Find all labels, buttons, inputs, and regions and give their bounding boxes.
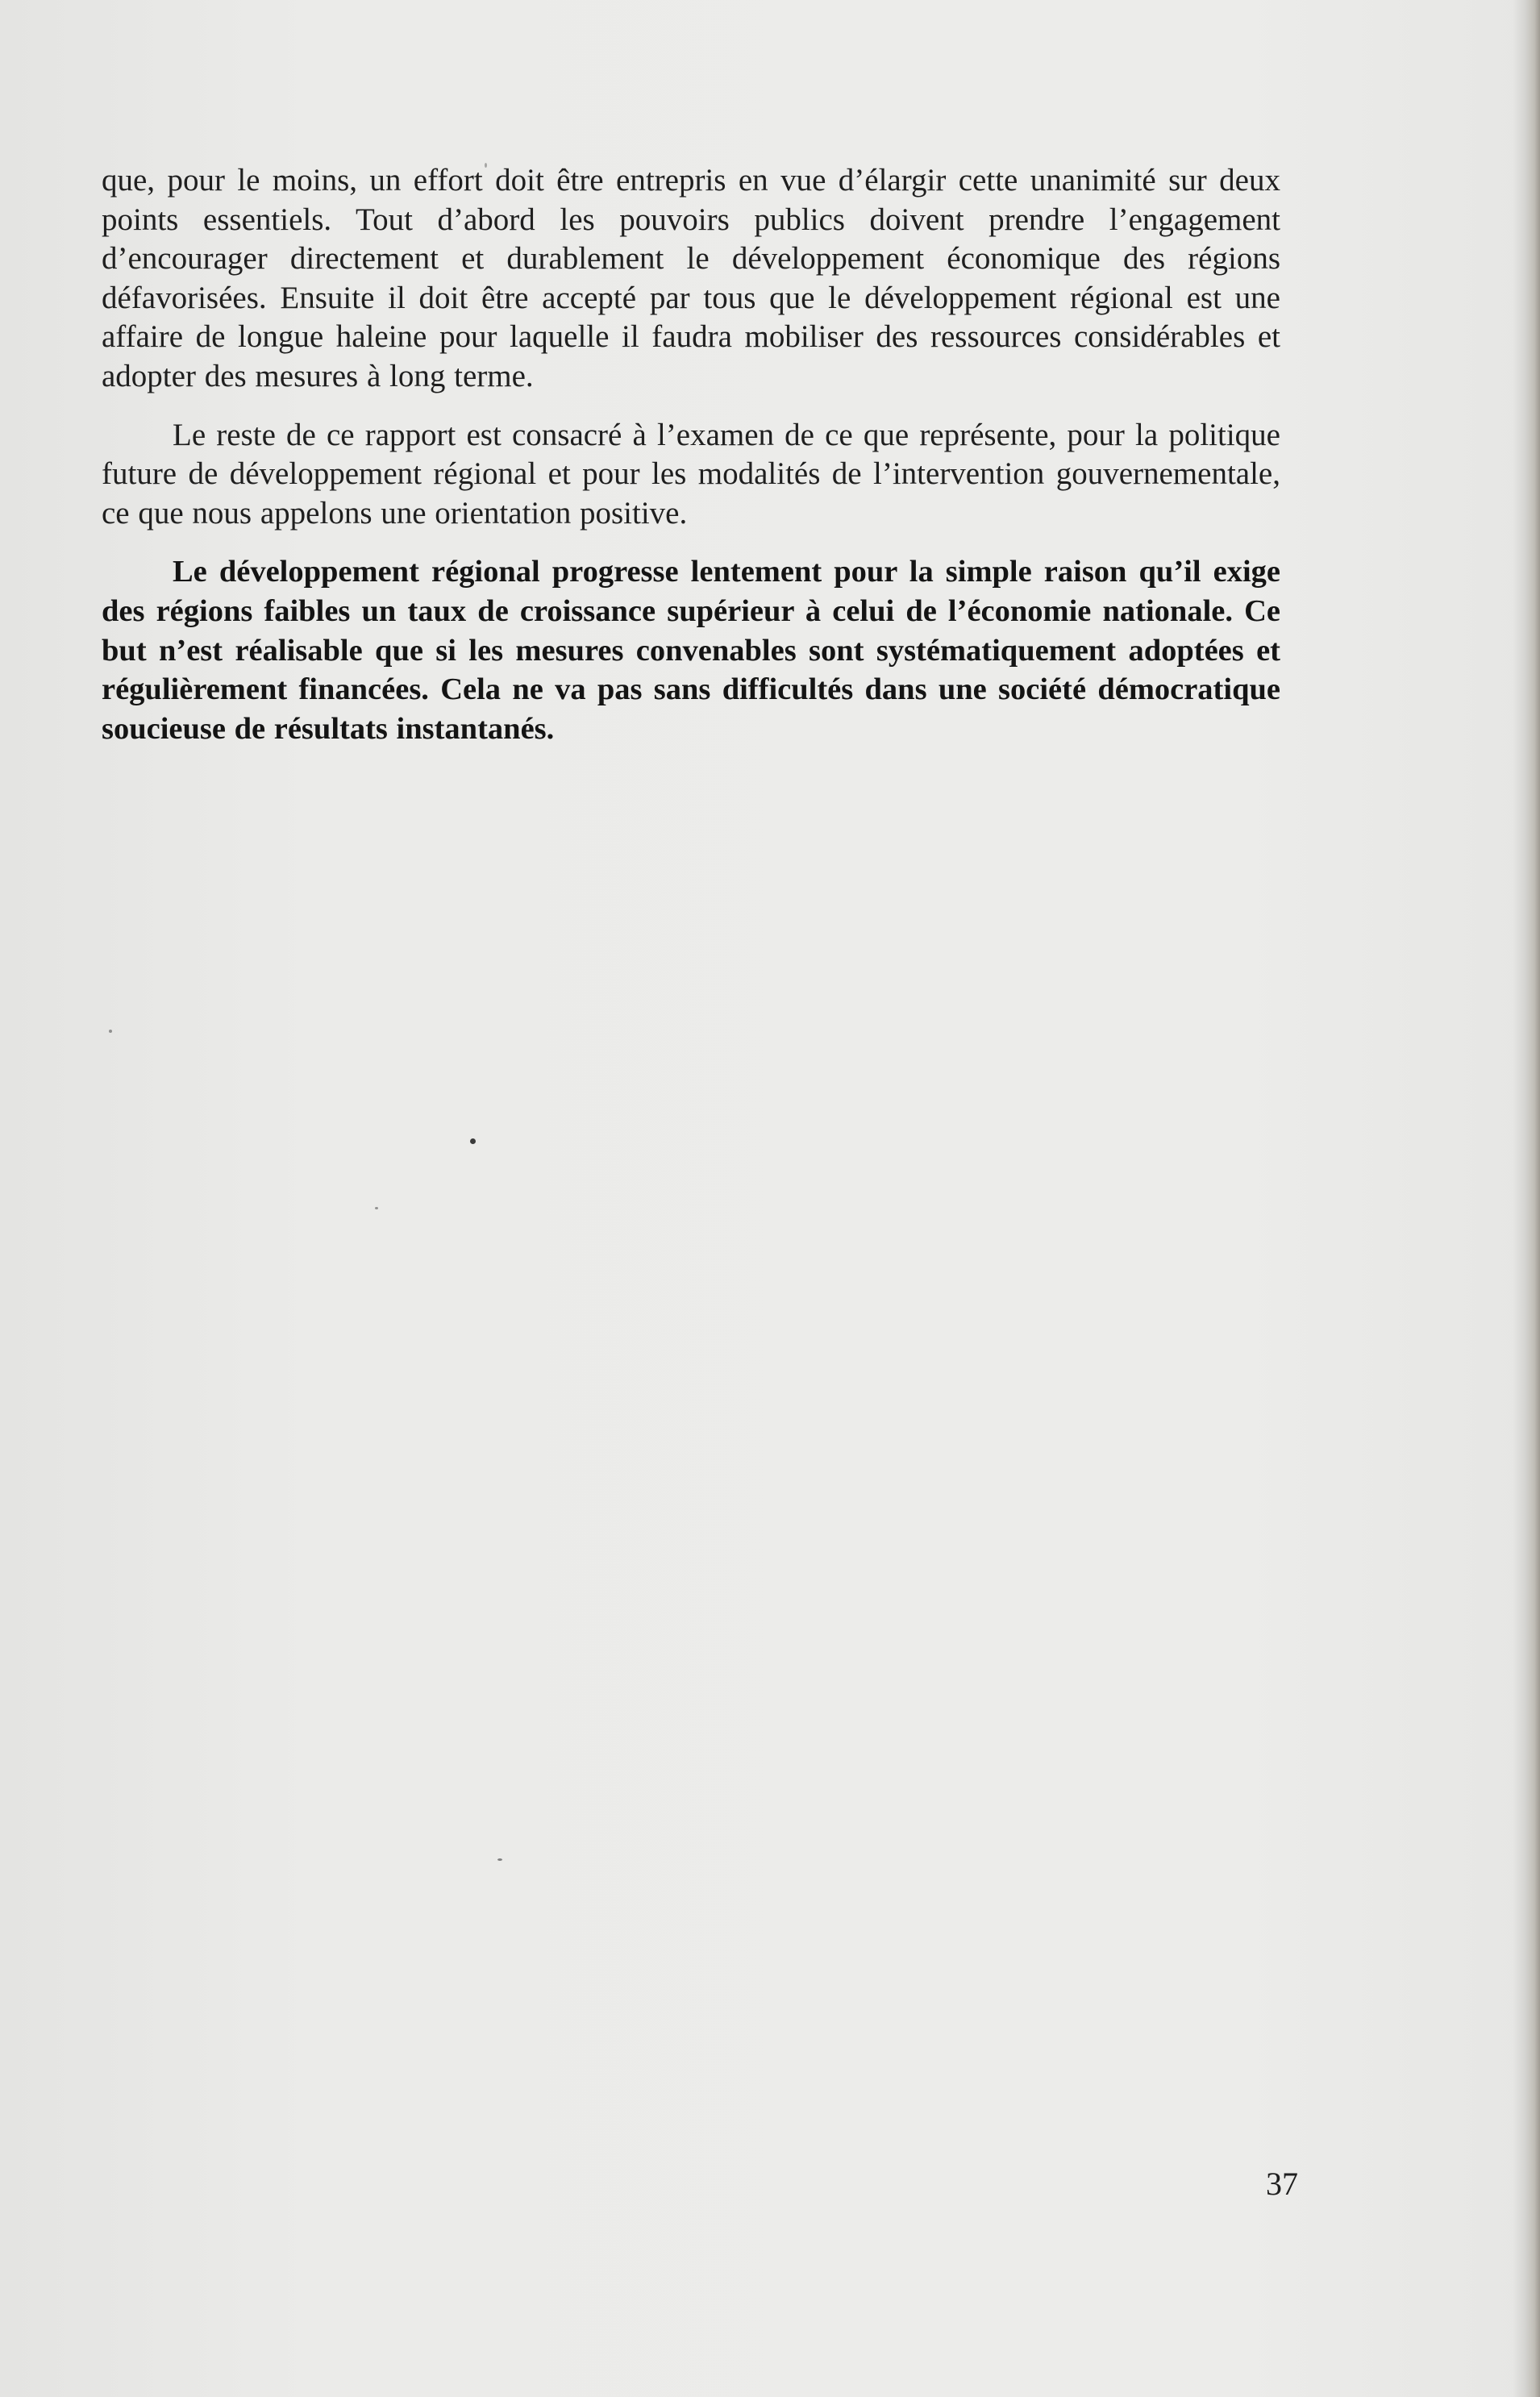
highlighted-summary-paragraph: Le développement régional progresse lentement pour la simple raison qu’il exige des régions faibles un taux de croissance supérieur à celui de l’économie nationale. Ce but n’est réalisable que si les mesures convenables sont systématiquement adoptées et régulièrement financées. Cela ne va pas sans difficultés dans une société démocratique soucieuse de résultats instantanés. [102, 555, 1280, 746]
scan-speck [485, 163, 487, 168]
scan-speck [109, 1030, 112, 1033]
paragraph-report-remainder: Le reste de ce rapport est consacré à l’examen de ce que représente, pour la politique future de développement régional et pour les modalités de l’intervention gouvernementale, ce que nous appelons une orientation positive. [102, 417, 1280, 531]
paragraph-unanimity: que, pour le moins, un effort doit être entrepris en vue d’élargir cette unanimité sur deux points essentiels. Tout d’abord les pouvoirs publics doivent prendre l’engagement d’encourager directement et durablement le développement économique des régions défavorisées. Ensuite il doit être accepté par tous que le développement régional est une affaire de longue haleine pour laquelle il faudra mobiliser des ressources considérables et adopter des mesures à long terme. [102, 163, 1280, 393]
page-number: 37 [1266, 2166, 1298, 2202]
scan-speck [470, 1138, 476, 1144]
body-text [102, 161, 1280, 748]
scan-speck [497, 1858, 502, 1861]
scan-speck [375, 1207, 378, 1209]
page-edge-shadow [1513, 0, 1540, 2397]
